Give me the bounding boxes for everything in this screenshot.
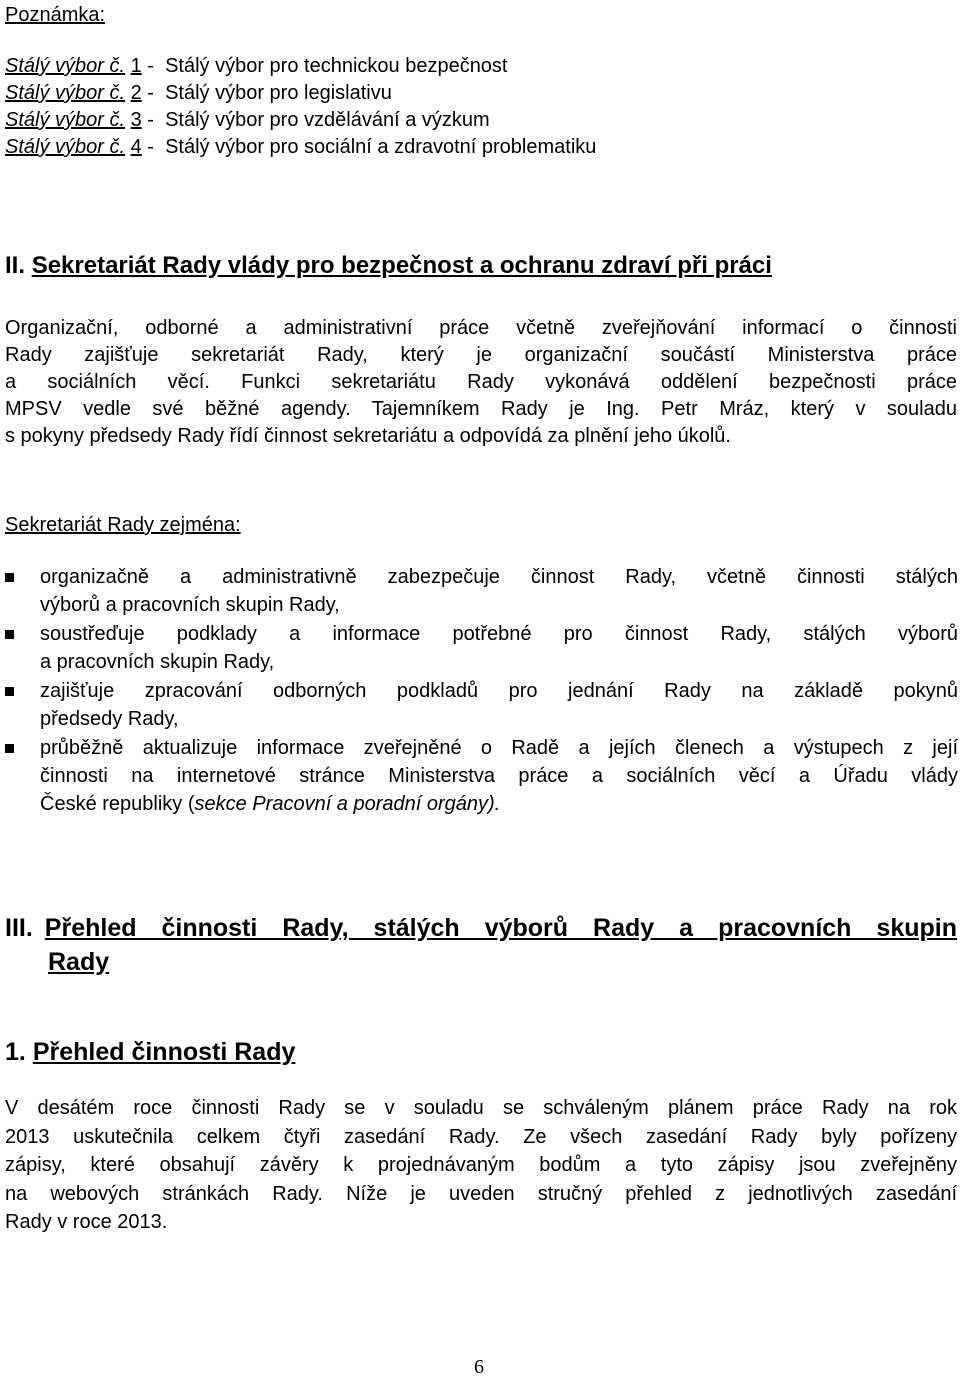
line-text: MPSV vedle své běžné agendy. Tajemníkem Rady je Ing. Petr Mráz, který v souladu (5, 398, 957, 420)
line-text: s pokyny předsedy Rady řídí činnost sekretariátu a odpovídá za plnění jeho úkolů. (5, 425, 731, 447)
committee-item: Stálý výbor č. 2 - Stálý výbor pro legislativu (5, 82, 392, 104)
sub1-heading (5, 1035, 295, 1069)
square-bullet-icon (5, 630, 14, 639)
line-text: Rady zajišťuje sekretariát Rady, který je organizační součástí Ministerstva práce (5, 344, 957, 366)
committee-number: 3 (130, 109, 142, 131)
section3-title-cont: Rady (48, 948, 110, 976)
line-text: Rady v roce 2013. (5, 1211, 168, 1233)
section3-number: III. (5, 914, 33, 942)
committee-desc: Stálý výbor pro vzdělávání a výzkum (165, 109, 490, 131)
section2-number: II. (5, 252, 26, 279)
responsibilities-list (0, 563, 960, 819)
committee-desc: Stálý výbor pro sociální a zdravotní problematiku (165, 136, 597, 158)
paragraph-line (5, 369, 957, 396)
line-text: zajišťuje zpracování odborných podkladů pro jednání Rady na základě pokynů (40, 680, 958, 702)
line-text: soustřeďuje podklady a informace potřebné pro činnost Rady, stálých výborů (40, 623, 958, 645)
line-text: a sociálních věcí. Funkci sekretariátu Rady vykonává oddělení bezpečnosti práce (5, 371, 957, 393)
section2-heading (5, 251, 772, 281)
list-item (0, 620, 960, 676)
line-text: na webových stránkách Rady. Níže je uveden stručný přehled z jednotlivých zasedání (5, 1182, 957, 1205)
sub1-paragraph (5, 1094, 957, 1237)
sub1-number: 1. (5, 1038, 26, 1066)
list-item-text (40, 677, 958, 733)
committee-desc: Stálý výbor pro legislativu (165, 82, 392, 104)
list-heading-text: Sekretariát Rady zejména: (5, 514, 241, 536)
committee-number: 1 (130, 55, 142, 77)
section3-heading (5, 911, 957, 979)
list-heading (5, 512, 241, 539)
section3-title-wrap (45, 911, 957, 945)
square-bullet-icon (5, 573, 14, 582)
list-item-text (40, 620, 958, 676)
line-text: činnosti na internetové stránce Ministerstva práce a sociálních věcí a Úřadu vlády (40, 765, 958, 787)
committee-number: 2 (130, 82, 142, 104)
line-text: výborů a pracovních skupin Rady, (40, 594, 340, 616)
paragraph-line (5, 342, 957, 369)
paragraph-line (5, 1180, 957, 1209)
line-text: zápisy, které obsahují závěry k projednávaným bodům a tyto zápisy jsou zveřejněny (5, 1154, 957, 1176)
line-text: předsedy Rady, (40, 708, 179, 730)
section3-heading-line (5, 945, 957, 979)
page-number: 6 (474, 1356, 484, 1378)
sub1-title: Přehled činnosti Rady (32, 1038, 296, 1066)
note-heading (5, 2, 105, 29)
list-item (0, 563, 960, 619)
line-text: a pracovních skupin Rady, (40, 651, 275, 673)
committee-label: Stálý výbor č. (5, 55, 126, 77)
line-text (40, 790, 958, 818)
committee-item: Stálý výbor č. 1 - Stálý výbor pro technickou bezpečnost (5, 55, 508, 77)
section3-heading-line (5, 911, 957, 945)
note-heading-text: Poznámka: (5, 4, 106, 26)
paragraph-line (5, 315, 957, 342)
square-bullet-icon (5, 687, 14, 696)
line-text: Organizační, odborné a administrativní práce včetně zveřejňování informací o činnosti (5, 317, 957, 339)
line-text-start: České republiky ( (40, 793, 195, 815)
committee-number: 4 (130, 136, 142, 158)
line-text: V desátém roce činnosti Rady se v souladu se schváleným plánem práce Rady na rok (5, 1097, 957, 1119)
committee-item: Stálý výbor č. 4 - Stálý výbor pro sociální a zdravotní problematiku (5, 136, 597, 158)
committee-label: Stálý výbor č. (5, 82, 126, 104)
committee-label: Stálý výbor č. (5, 136, 126, 158)
list-item (0, 677, 960, 733)
paragraph-line (5, 1208, 957, 1237)
section2-title: Sekretariát Rady vlády pro bezpečnost a ochranu zdraví při práci (31, 252, 772, 279)
committee-desc: Stálý výbor pro technickou bezpečnost (165, 55, 508, 77)
list-item (0, 734, 960, 818)
list-item-text (40, 734, 958, 818)
committee-label: Stálý výbor č. (5, 109, 126, 131)
list-item-text (40, 563, 958, 619)
line-text: organizačně a administrativně zabezpečuje činnost Rady, včetně činnosti stálých (40, 566, 958, 588)
line-text: 2013 uskutečnila celkem čtyři zasedání Rady. Ze všech zasedání Rady byly pořízeny (5, 1125, 957, 1148)
section3-title: Přehled činnosti Rady, stálých výborů Rady a pracovních skupin (44, 914, 957, 942)
committee-item: Stálý výbor č. 3 - Stálý výbor pro vzdělávání a výzkum (5, 109, 490, 131)
section2-paragraph (5, 315, 957, 450)
committee-list (5, 53, 596, 161)
paragraph-line (5, 1123, 957, 1152)
line-text-italic: sekce Pracovní a poradní orgány). (194, 793, 501, 815)
line-text: průběžně aktualizuje informace zveřejněné o Radě a jejích členech a výstupech z její (40, 737, 958, 759)
paragraph-line (5, 423, 957, 450)
paragraph-line (5, 396, 957, 423)
paragraph-line (5, 1094, 957, 1123)
square-bullet-icon (5, 744, 14, 753)
paragraph-line (5, 1151, 957, 1180)
